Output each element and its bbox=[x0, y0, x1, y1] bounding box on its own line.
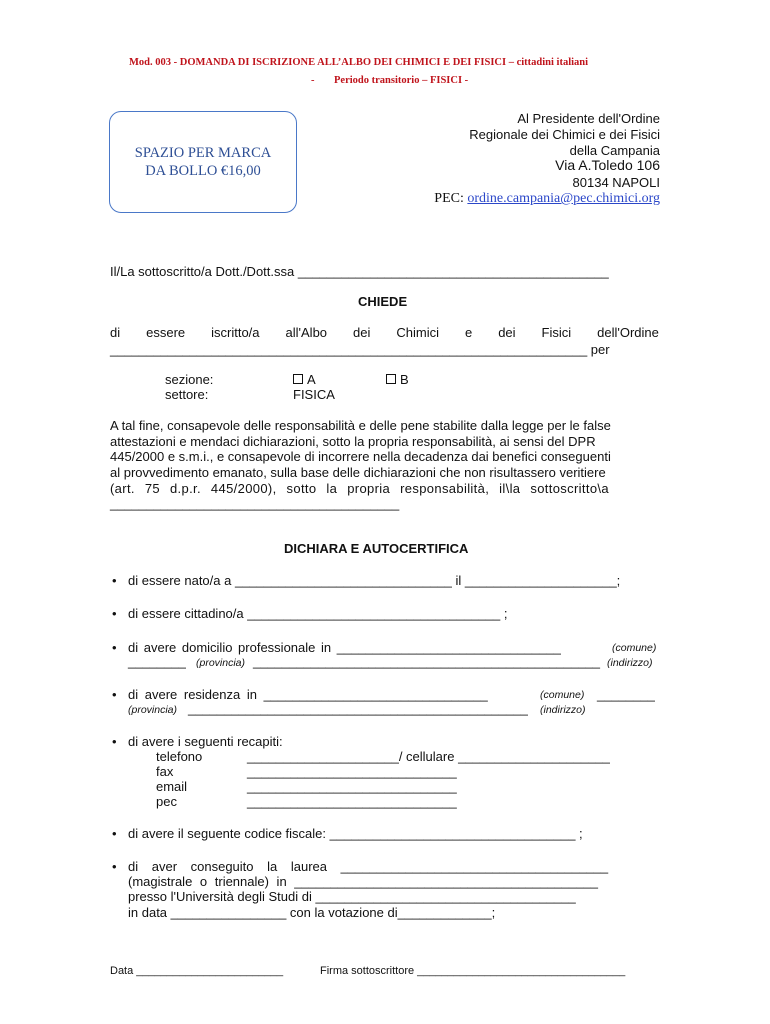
recipient-street: Via A.Toledo 106 bbox=[555, 157, 660, 173]
intro-line: (art. 75 d.p.r. 445/2000), sotto la propria responsabilità, il\la sottoscritto\a bbox=[110, 481, 609, 496]
signer-line: Il/La sottoscritto/a Dott./Dott.ssa ___________________________________________ bbox=[110, 264, 609, 279]
domicilio-indirizzo: (indirizzo) bbox=[607, 657, 653, 669]
recipient-city: 80134 NAPOLI bbox=[572, 175, 660, 190]
bullet-icon: • bbox=[112, 606, 117, 621]
domicilio-blank-1: ________ bbox=[128, 654, 186, 669]
pec-label: PEC: bbox=[434, 191, 464, 206]
recipient-line-3: della Campania bbox=[569, 143, 660, 158]
footer-firma: Firma sottoscrittore __________________________________ bbox=[320, 965, 626, 977]
checkbox-icon[interactable] bbox=[293, 374, 303, 384]
chiede-word: di bbox=[110, 325, 121, 340]
chiede-word: essere bbox=[146, 325, 186, 340]
option-b-label: B bbox=[400, 372, 409, 387]
recipient-line-2: Regionale dei Chimici e dei Fisici bbox=[469, 127, 660, 142]
telefono-line: _____________________/ cellulare _____________________ bbox=[247, 749, 610, 764]
residenza-blank-1: ________ bbox=[597, 687, 655, 702]
bullet-icon: • bbox=[112, 734, 117, 749]
intro-line: ________________________________________ bbox=[110, 496, 400, 511]
intro-line: 445/2000 e s.m.i., e consapevole di incorrere nella decadenza dai benefici conseguenti bbox=[110, 449, 611, 464]
intro-line: attestazioni e mendaci dichiarazioni, sotto la propria responsabilità, ai sensi del DPR bbox=[110, 434, 596, 449]
laurea-line: di aver conseguito la laurea _____________________________________ bbox=[128, 859, 609, 874]
bullet-icon: • bbox=[112, 640, 117, 655]
email-line: _____________________________ bbox=[247, 779, 457, 794]
laurea-line: in data ________________ con la votazione di_____________; bbox=[128, 905, 496, 920]
intro-line: A tal fine, consapevole delle responsabilità e delle pene stabilite dalla legge per le false bbox=[110, 418, 611, 433]
chiede-word: Fisici bbox=[541, 325, 572, 340]
domicilio-comune: (comune) bbox=[612, 642, 657, 654]
domicilio-provincia: (provincia) bbox=[196, 657, 246, 669]
residenza-comune: (comune) bbox=[540, 689, 585, 701]
chiede-line-1 bbox=[110, 325, 659, 340]
settore-label: settore: bbox=[165, 387, 209, 402]
domicilio-blank-2: ________________________________________________ bbox=[253, 654, 601, 669]
stamp-line-1: SPAZIO PER MARCA bbox=[134, 145, 272, 161]
form-title: Mod. 003 - DOMANDA DI ISCRIZIONE ALL’ALBO DEI CHIMICI E DEI FISICI – cittadini italiani bbox=[129, 57, 589, 68]
residenza-blank-2: _______________________________________________ bbox=[188, 701, 528, 716]
intro-line: al provvedimento emanato, sulla base delle dichiarazioni che non risultassero veritiere bbox=[110, 465, 606, 480]
laurea-line: presso l'Università degli Studi di ____________________________________ bbox=[128, 889, 576, 904]
bullet-icon: • bbox=[112, 687, 117, 702]
option-b[interactable] bbox=[386, 372, 409, 387]
chiede-word: dei bbox=[498, 325, 516, 340]
footer-data: Data ________________________ bbox=[110, 965, 284, 977]
cittadino-line: di essere cittadino/a ___________________________________ ; bbox=[128, 606, 508, 621]
dichiara-title: DICHIARA E AUTOCERTIFICA bbox=[284, 541, 469, 556]
chiede-word: all'Albo bbox=[285, 325, 328, 340]
pec-field-line: _____________________________ bbox=[247, 794, 457, 809]
chiede-word: iscritto/a bbox=[211, 325, 260, 340]
sezione-label: sezione: bbox=[165, 372, 214, 387]
recipient-pec bbox=[434, 191, 660, 207]
chiede-line-2: __________________________________________________________________ per bbox=[110, 342, 610, 357]
form-subtitle: Periodo transitorio – FISICI - bbox=[334, 75, 469, 86]
bullet-icon: • bbox=[112, 859, 117, 874]
chiede-word: Chimici bbox=[396, 325, 439, 340]
option-a[interactable] bbox=[293, 372, 316, 387]
fax-label: fax bbox=[156, 764, 174, 779]
fax-line: _____________________________ bbox=[247, 764, 457, 779]
chiede-word: dei bbox=[353, 325, 371, 340]
stamp-box bbox=[109, 111, 297, 213]
chiede-word: e bbox=[464, 325, 473, 340]
residenza-line: di avere residenza in _______________________________ bbox=[128, 687, 488, 702]
bullet-icon: • bbox=[112, 573, 117, 588]
codice-fiscale-line: di avere il seguente codice fiscale: __________________________________ ; bbox=[128, 826, 583, 841]
pec-email-link[interactable]: ordine.campania@pec.chimici.org bbox=[467, 191, 660, 206]
checkbox-icon[interactable] bbox=[386, 374, 396, 384]
email-label: email bbox=[156, 779, 188, 794]
pec-field-label: pec bbox=[156, 794, 177, 809]
settore-fisica: FISICA bbox=[293, 387, 335, 402]
laurea-line: (magistrale o triennale) in __________________________________________ bbox=[128, 874, 598, 889]
nato-line: di essere nato/a a ______________________________ il _____________________; bbox=[128, 573, 621, 588]
bullet-icon: • bbox=[112, 826, 117, 841]
recipient-line-1: Al Presidente dell'Ordine bbox=[517, 111, 660, 126]
form-subtitle-dash: - bbox=[311, 75, 315, 86]
option-a-label: A bbox=[307, 372, 316, 387]
chiede-word: dell'Ordine bbox=[597, 325, 659, 340]
residenza-provincia: (provincia) bbox=[128, 704, 178, 716]
telefono-label: telefono bbox=[156, 749, 203, 764]
recapiti-title: di avere i seguenti recapiti: bbox=[128, 734, 283, 749]
residenza-indirizzo: (indirizzo) bbox=[540, 704, 586, 716]
domicilio-line: di avere domicilio professionale in _______________________________ bbox=[128, 640, 561, 655]
stamp-line-2: DA BOLLO €16,00 bbox=[145, 163, 261, 179]
chiede-title: CHIEDE bbox=[358, 294, 408, 309]
